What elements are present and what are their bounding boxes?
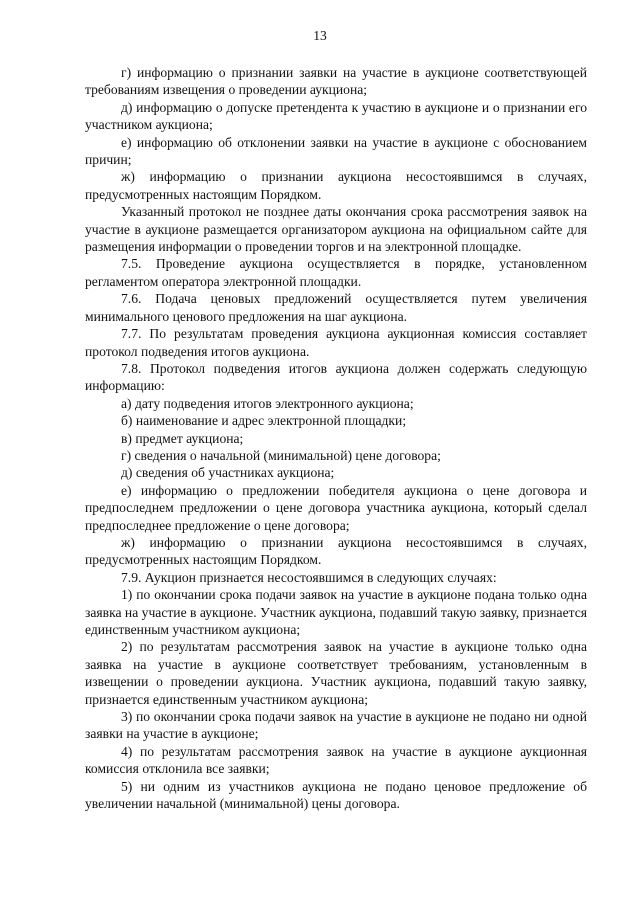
paragraph: 7.5. Проведение аукциона осуществляется в порядке, установленном регламентом оператора электронной площадки.	[85, 256, 587, 289]
paragraph: 7.8. Протокол подведения итогов аукциона должен содержать следующую информацию:	[85, 360, 587, 394]
list-item: б) наименование и адрес электронной площадки;	[121, 413, 407, 429]
paragraph: г) информацию о признании заявки на участие в аукционе соответствующей требованиям извещения о проведении аукциона;	[85, 65, 587, 98]
list-item: г) сведения о начальной (минимальной) цене договора;	[121, 447, 441, 463]
list-item: а) дату подведения итогов электронного аукциона;	[121, 395, 414, 411]
list-item: 1) по окончании срока подачи заявок на участие в аукционе подана только одна заявка на участие в аукционе. Участник аукциона, подавший такую заявку, признается единственным участником аукциона;	[85, 587, 587, 637]
paragraph: е) информацию об отклонении заявки на участие в аукционе с обоснованием причин;	[85, 134, 587, 168]
list-item: ж) информацию о признании аукциона несостоявшимся в случаях, предусмотренных настоящим Порядком.	[85, 534, 587, 568]
paragraph: Указанный протокол не позднее даты окончания срока рассмотрения заявок на участие в аукционе размещается организатором аукциона на официальном сайте для размещения информации о проведении торгов и на электронной площадке.	[85, 204, 587, 255]
document-body	[85, 64, 587, 812]
paragraph: 7.6. Подача ценовых предложений осуществляется путем увеличения минимального ценового предложения на шаг аукциона.	[85, 291, 587, 324]
paragraph: 7.9. Аукцион признается несостоявшимся в следующих случаях:	[121, 569, 497, 585]
list-item: 3) по окончании срока подачи заявок на участие в аукционе не подано ни одной заявки на участие в аукционе;	[85, 709, 587, 742]
paragraph: ж) информацию о признании аукциона несостоявшимся в случаях, предусмотренных настоящим Порядком.	[85, 169, 587, 202]
list-item: е) информацию о предложении победителя аукциона о цене договора и предпоследнем предложении о цене договора участника аукциона, который сделал предпоследнее предложение о цене договора;	[85, 482, 587, 533]
paragraph: 7.7. По результатам проведения аукциона аукционная комиссия составляет протокол подведения итогов аукциона.	[85, 326, 587, 359]
list-item: 5) ни одним из участников аукциона не подано ценовое предложение об увеличении начальной (минимальной) цены договора.	[85, 778, 587, 812]
list-item: д) сведения об участниках аукциона;	[121, 465, 335, 481]
list-item: 4) по результатам рассмотрения заявок на участие в аукционе аукционная комиссия отклонила все заявки;	[85, 743, 587, 777]
list-item: 2) по результатам рассмотрения заявок на участие в аукционе только одна заявка на участие в аукционе соответствует требованиям, установленным в извещении о проведении аукциона. Участник аукциона, подавший такую заявку, признается единственным участником аукциона;	[85, 639, 587, 707]
paragraph: д) информацию о допуске претендента к участию в аукционе и о признании его участником аукциона;	[85, 99, 587, 133]
list-item: в) предмет аукциона;	[121, 430, 244, 446]
page-number: 13	[313, 28, 327, 43]
